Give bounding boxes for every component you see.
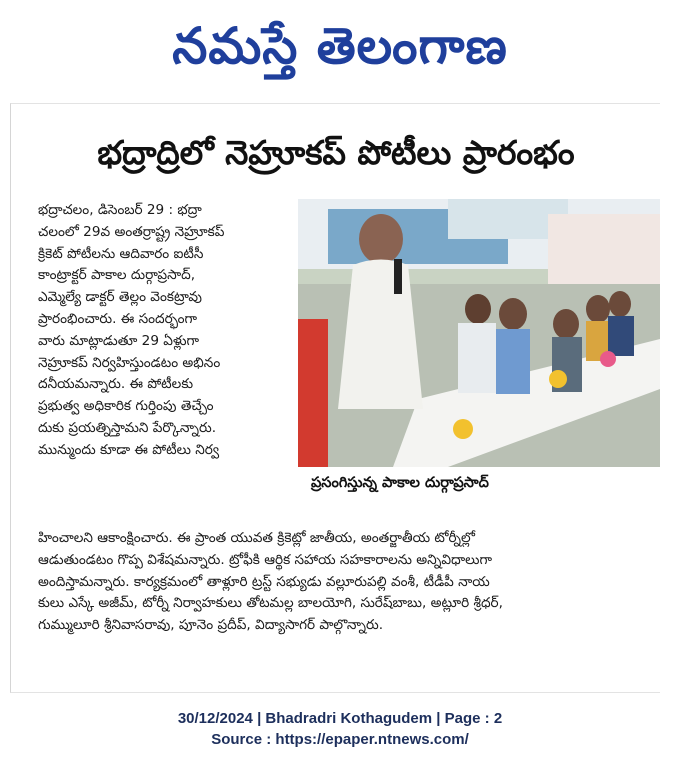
article-line: ప్రారంభించారు. ఈ సందర్భంగా	[38, 310, 198, 327]
article-line: వారు మాట్లాడుతూ 29 ఏళ్లుగా	[38, 332, 200, 349]
article-headline: భద్రాద్రిలో నెహ్రూకప్ పోటీలు ప్రారంభం	[97, 132, 575, 172]
article-line: కులు ఎస్కే అజీమ్, టోర్నీ నిర్వాహకులు తోటమల్ల బాలయోగి, సురేష్‌బాబు, అట్లూరి శ్రీధర్,	[38, 595, 503, 612]
photo-caption: ప్రసంగిస్తున్న పాకాల దుర్గాప్రసాద్	[311, 475, 489, 491]
article-line: దుకు ప్రయత్నిస్తామని పేర్కొన్నారు.	[38, 419, 217, 436]
article-line: ఆడుతుండటం గొప్ప విశేషమన్నారు. ట్రోఫీకి ఆర్థిక సహాయ సహకారాలను అన్నివిధాలుగా	[38, 551, 493, 568]
article-column-text	[38, 200, 302, 462]
article-line: హించాలని ఆకాంక్షించారు. ఈ ప్రాంత యువత క్రికెట్లో జాతీయ, అంతర్జాతీయ టోర్నీల్లో	[38, 530, 475, 546]
article-line: కాంట్రాక్టర్ పాకాల దుర్గాప్రసాద్,	[38, 267, 196, 284]
article-full-width-text	[38, 528, 638, 637]
article-line: ఎమ్మెల్యే డాక్టర్ తెల్లం వెంకట్రావు	[38, 289, 202, 306]
masthead	[0, 0, 680, 92]
article-line: చలంలో 29వ అంతర్రాష్ట్ర నెహ్రూకప్	[38, 223, 225, 240]
footer-date-edition: 30/12/2024 | Bhadradri Kothagudem | Page : 2	[177, 710, 503, 727]
article-line: భద్రాచలం, డిసెంబర్ 29 : భద్రా	[38, 202, 202, 218]
footer-source-link[interactable]: Source : https://epaper.ntnews.com/	[211, 731, 469, 748]
article-line: నెహ్రూకప్ నిర్వహిస్తుండటం అభినం	[38, 354, 221, 371]
source-footer	[0, 708, 680, 750]
article-line: అందిస్తామన్నారు. కార్యక్రమంలో తాళ్లూరి ట్రస్ట్ సభ్యుడు వల్లూరుపల్లి వంశీ, టీడీపీ నాయ	[38, 573, 490, 590]
article-line: మున్ముందు కూడా ఈ పోటీలు నిర్వ	[38, 441, 220, 458]
article-photo	[298, 199, 660, 467]
article-clipping	[10, 103, 660, 693]
article-line: దనీయమన్నారు. ఈ పోటీలకు	[38, 376, 194, 393]
article-line: ప్రభుత్వ అధికారిక గుర్తింపు తెచ్చేం	[38, 398, 214, 415]
event-photo-illustration	[298, 199, 660, 467]
article-line: క్రికెట్ పోటీలను ఆదివారం ఐటీసీ	[38, 245, 204, 262]
article-line: గుమ్ములూరి శ్రీనివాసరావు, పూనెం ప్రదీప్, విద్యాసాగర్ పాల్గొన్నారు.	[38, 617, 384, 634]
newspaper-logo: నమస్తే తెలంగాణ	[172, 17, 508, 75]
